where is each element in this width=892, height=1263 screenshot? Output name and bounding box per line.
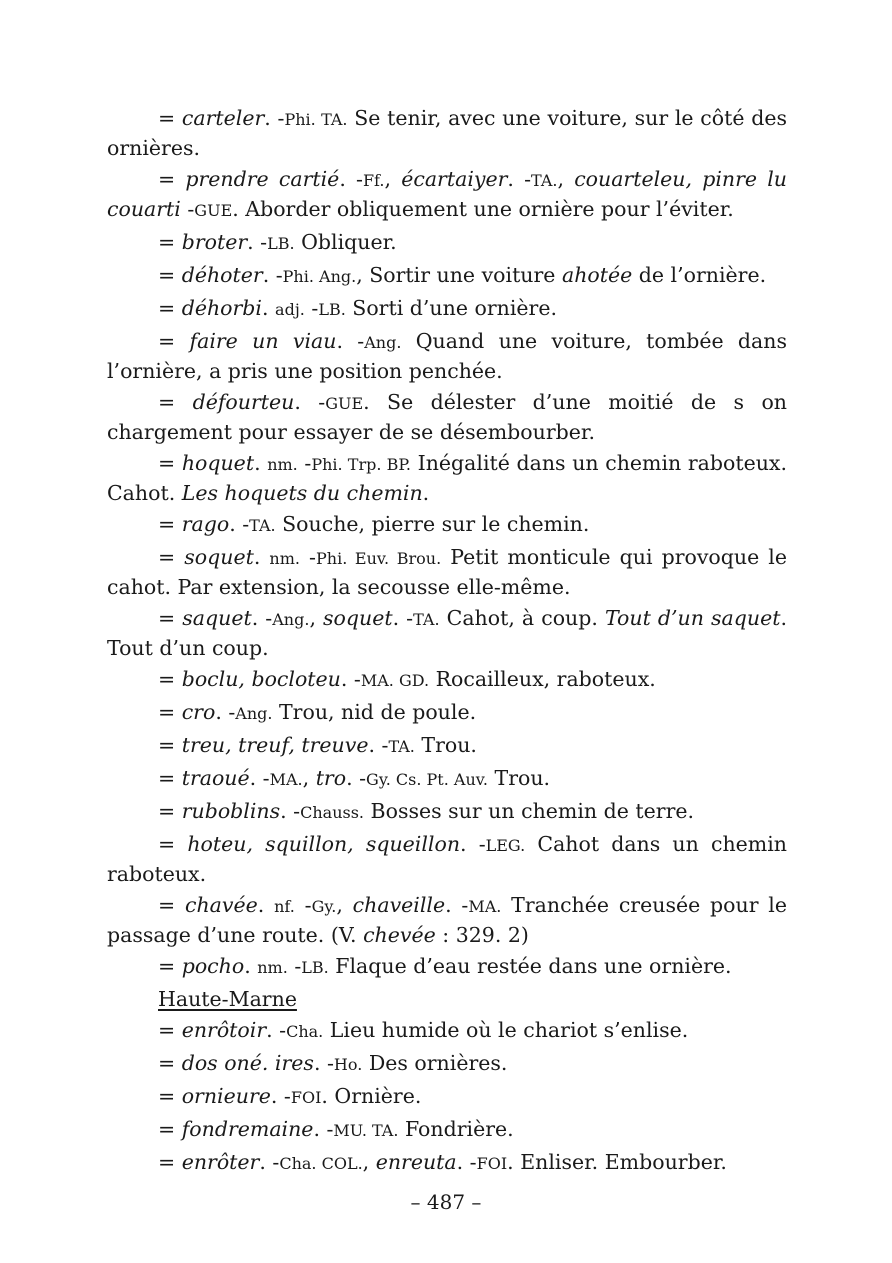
dictionary-entry [107, 952, 787, 982]
headword: boclu, bocloteu [181, 667, 341, 691]
entry-text: . - [229, 512, 250, 536]
entry-text: . [253, 545, 270, 569]
headword: chavée [184, 893, 258, 917]
entries-block-haute-marne [107, 1016, 787, 1178]
document-body [107, 104, 787, 1181]
dictionary-entry [107, 1049, 787, 1079]
entry-text: . - [339, 167, 363, 191]
entry-text: . - [262, 263, 283, 287]
dictionary-entry [107, 261, 787, 291]
entry-text: . [257, 893, 275, 917]
entry-text: , [302, 766, 316, 790]
entry-text: = [158, 167, 186, 191]
headword: chaveille [352, 893, 446, 917]
entry-text: . - [456, 1150, 477, 1174]
headword: faire un viau [189, 329, 337, 353]
entry-text: . - [294, 390, 326, 414]
entry-text: = [158, 832, 188, 856]
entry-text: . Ornière. [321, 1084, 422, 1108]
source-abbrev: FOI [290, 1088, 322, 1107]
entry-text: . - [313, 1051, 334, 1075]
dictionary-entry [107, 1016, 787, 1046]
source-abbrev: GUE [325, 394, 364, 413]
headword: prendre cartié [185, 167, 340, 191]
entry-text: Fondrière. [398, 1117, 514, 1141]
entry-text: . - [340, 667, 361, 691]
entry-text: Lieu humide où le chariot s’enlise. [323, 1018, 689, 1042]
entry-text: . - [507, 167, 532, 191]
entry-text: Des ornières. [362, 1051, 508, 1075]
entry-text: - [304, 296, 319, 320]
headword: enreuta [375, 1150, 457, 1174]
entry-text: . [244, 954, 258, 978]
headword: déhorbi [181, 296, 262, 320]
entry-text: = [158, 329, 190, 353]
entry-text: - [299, 545, 316, 569]
entry-text: . - [251, 606, 273, 630]
entry-text: = [158, 545, 185, 569]
entry-text: : 329. 2) [435, 923, 529, 947]
source-abbrev: MA. [269, 770, 303, 789]
entry-text: . Enliser. Embourber. [507, 1150, 727, 1174]
dictionary-entry [107, 1115, 787, 1145]
headword: Tout d’un saquet [604, 606, 781, 630]
dictionary-entry [107, 104, 787, 162]
headword: écartaiyer [401, 167, 508, 191]
entry-text: . - [392, 606, 414, 630]
headword: hoteu, squillon, squeillon [187, 832, 461, 856]
entry-text: = [158, 451, 182, 475]
source-abbrev: Phi. TA. [284, 110, 348, 129]
entry-text: . - [249, 766, 270, 790]
headword: défourteu [192, 390, 295, 414]
entry-text: - [287, 954, 302, 978]
headword: cro [181, 700, 216, 724]
entry-text: = [158, 799, 182, 823]
headword: dos oné. ires [181, 1051, 314, 1075]
dictionary-entry [107, 830, 787, 888]
headword: broter [181, 230, 248, 254]
entry-text: = [158, 263, 182, 287]
dictionary-entry [107, 1148, 787, 1178]
entry-text: Cahot dans un chemin raboteux. [107, 832, 787, 886]
headword: Les hoquets du chemin [181, 481, 423, 505]
source-abbrev: Phi. Euv. Brou. [316, 549, 442, 568]
entry-text: Inégalité dans un chemin raboteux. Cahot. [107, 451, 787, 505]
entry-text: . Se délester d’une moitié de s on chargement pour essayer de se désembourber. [107, 390, 787, 444]
entry-text: Se tenir, avec une voiture, sur le côté des ornières. [107, 106, 787, 160]
entry-text: . - [460, 832, 486, 856]
entry-text: . [254, 451, 268, 475]
dictionary-entry [107, 327, 787, 385]
entry-text: . Aborder obliquement une ornière pour l’éviter. [232, 197, 734, 221]
entry-text: . - [280, 799, 301, 823]
headword: fondremaine [181, 1117, 314, 1141]
entry-text: - [180, 197, 195, 221]
dictionary-entry [107, 797, 787, 827]
entry-text: . [261, 296, 276, 320]
entry-text: Tranchée creusée pour le passage d’une route. (V. [107, 893, 787, 947]
entry-text: Trou, nid de poule. [272, 700, 477, 724]
entry-text: = [158, 766, 182, 790]
source-abbrev: LB. [301, 958, 329, 977]
entry-text: Cahot, à coup. [439, 606, 605, 630]
entry-text: = [158, 954, 182, 978]
dictionary-entry [107, 165, 787, 225]
dictionary-entry [107, 294, 787, 324]
source-abbrev: Gy. Cs. Pt. Auv. [366, 770, 488, 789]
entry-text: = [158, 230, 182, 254]
entry-text: . - [270, 1084, 291, 1108]
source-abbrev: MA. GD. [360, 671, 430, 690]
headword: couarteleu, pinre lu couarti [107, 167, 787, 221]
dictionary-entry [107, 665, 787, 695]
source-abbrev: nf. [274, 897, 295, 916]
entry-text: . - [336, 329, 365, 353]
entry-text: Souche, pierre sur le chemin. [275, 512, 590, 536]
entry-text: . Tout d’un coup. [107, 606, 787, 660]
headword: treu, treuf, treuve [181, 733, 369, 757]
dictionary-entry [107, 731, 787, 761]
source-abbrev: MA. [468, 897, 502, 916]
entry-text: Trou. [488, 766, 551, 790]
entry-text: = [158, 893, 185, 917]
entry-text: . - [346, 766, 367, 790]
source-abbrev: LB. [267, 234, 295, 253]
entry-text: , [384, 167, 402, 191]
dictionary-entry [107, 543, 787, 601]
entry-text: . - [313, 1117, 334, 1141]
entry-text: , [362, 1150, 376, 1174]
entry-text: . - [264, 106, 285, 130]
source-abbrev: Phi. Trp. BP. [311, 455, 411, 474]
entry-text: . - [445, 893, 469, 917]
entry-text: Sorti d’une ornière. [345, 296, 557, 320]
entry-text: = [158, 1117, 182, 1141]
entry-text: . - [247, 230, 268, 254]
dictionary-entry [107, 228, 787, 258]
headword: rago [181, 512, 230, 536]
source-abbrev: FOI [476, 1154, 508, 1173]
source-abbrev: MU. TA. [333, 1121, 399, 1140]
entry-text: Bosses sur un chemin de terre. [364, 799, 695, 823]
headword: saquet [182, 606, 252, 630]
entry-text: = [158, 700, 182, 724]
source-abbrev: TA. [249, 516, 276, 535]
entry-text: , Sortir une voiture [356, 263, 562, 287]
entry-text: , [309, 606, 324, 630]
entry-text: = [158, 390, 193, 414]
headword: hoquet [181, 451, 255, 475]
dictionary-entry [107, 449, 787, 507]
headword: tro [315, 766, 347, 790]
dictionary-entry [107, 698, 787, 728]
entry-text: = [158, 296, 182, 320]
entry-text: , [336, 893, 353, 917]
entries-block [107, 104, 787, 982]
entry-text: = [158, 1018, 182, 1042]
source-abbrev: Ff. [362, 171, 385, 190]
headword: pocho [181, 954, 245, 978]
headword: ornieure [181, 1084, 271, 1108]
headword: soquet [323, 606, 393, 630]
entry-text: = [158, 1051, 182, 1075]
entry-text: = [158, 733, 182, 757]
source-abbrev: GUE [194, 201, 233, 220]
source-abbrev: LB. [318, 300, 346, 319]
entry-text: = [158, 512, 182, 536]
dictionary-entry [107, 510, 787, 540]
dictionary-entry [107, 604, 787, 662]
entry-text: = [158, 606, 183, 630]
entry-text: . - [215, 700, 236, 724]
source-abbrev: TA. [388, 737, 415, 756]
dictionary-entry [107, 891, 787, 949]
source-abbrev: nm. [257, 958, 288, 977]
source-abbrev: TA. [531, 171, 558, 190]
headword: carteler [181, 106, 265, 130]
entry-text: Trou. [414, 733, 477, 757]
source-abbrev: Ho. [333, 1055, 363, 1074]
source-abbrev: Ang. [235, 704, 273, 723]
entry-text: . - [368, 733, 389, 757]
entry-text: . - [266, 1018, 287, 1042]
source-abbrev: nm. [269, 549, 300, 568]
source-abbrev: adj. [275, 300, 305, 319]
page-number: – 487 – [410, 1190, 482, 1214]
headword: ahotée [561, 263, 633, 287]
source-abbrev: Cha. [286, 1022, 324, 1041]
entry-text: Quand une voiture, tombée dans l’ornière, a pris une position penchée. [107, 329, 787, 383]
entry-text: . [422, 481, 430, 505]
entry-text: Obliquer. [294, 230, 397, 254]
entry-text: , [557, 167, 575, 191]
source-abbrev: Phi. Ang. [282, 267, 357, 286]
source-abbrev: Chauss. [300, 803, 365, 822]
entry-text: - [294, 893, 312, 917]
entry-text: - [297, 451, 312, 475]
section-heading: Haute-Marne [158, 987, 297, 1011]
source-abbrev: Cha. COL. [279, 1154, 363, 1173]
source-abbrev: Ang. [364, 333, 402, 352]
entry-text: Rocailleux, raboteux. [429, 667, 656, 691]
source-abbrev: TA. [413, 610, 440, 629]
entry-text: = [158, 106, 182, 130]
headword: traoué [181, 766, 250, 790]
source-abbrev: Gy. [311, 897, 337, 916]
headword: enrôtoir [181, 1018, 267, 1042]
headword: soquet [184, 545, 254, 569]
entry-text: . - [259, 1150, 280, 1174]
source-abbrev: Ang. [272, 610, 310, 629]
headword: enrôter [181, 1150, 260, 1174]
entry-text: Flaque d’eau restée dans une ornière. [328, 954, 732, 978]
dictionary-entry [107, 388, 787, 446]
dictionary-entry [107, 764, 787, 794]
source-abbrev: LEG. [485, 836, 526, 855]
source-abbrev: nm. [267, 455, 298, 474]
entry-text: de l’ornière. [632, 263, 767, 287]
entry-text: = [158, 667, 182, 691]
headword: ruboblins [181, 799, 281, 823]
dictionary-entry [107, 1082, 787, 1112]
entry-text: = [158, 1150, 182, 1174]
entry-text: = [158, 1084, 182, 1108]
entry-text: Petit monticule qui provoque le cahot. Par extension, la secousse elle-même. [107, 545, 787, 599]
headword: déhoter [181, 263, 263, 287]
headword: chevée [363, 923, 436, 947]
